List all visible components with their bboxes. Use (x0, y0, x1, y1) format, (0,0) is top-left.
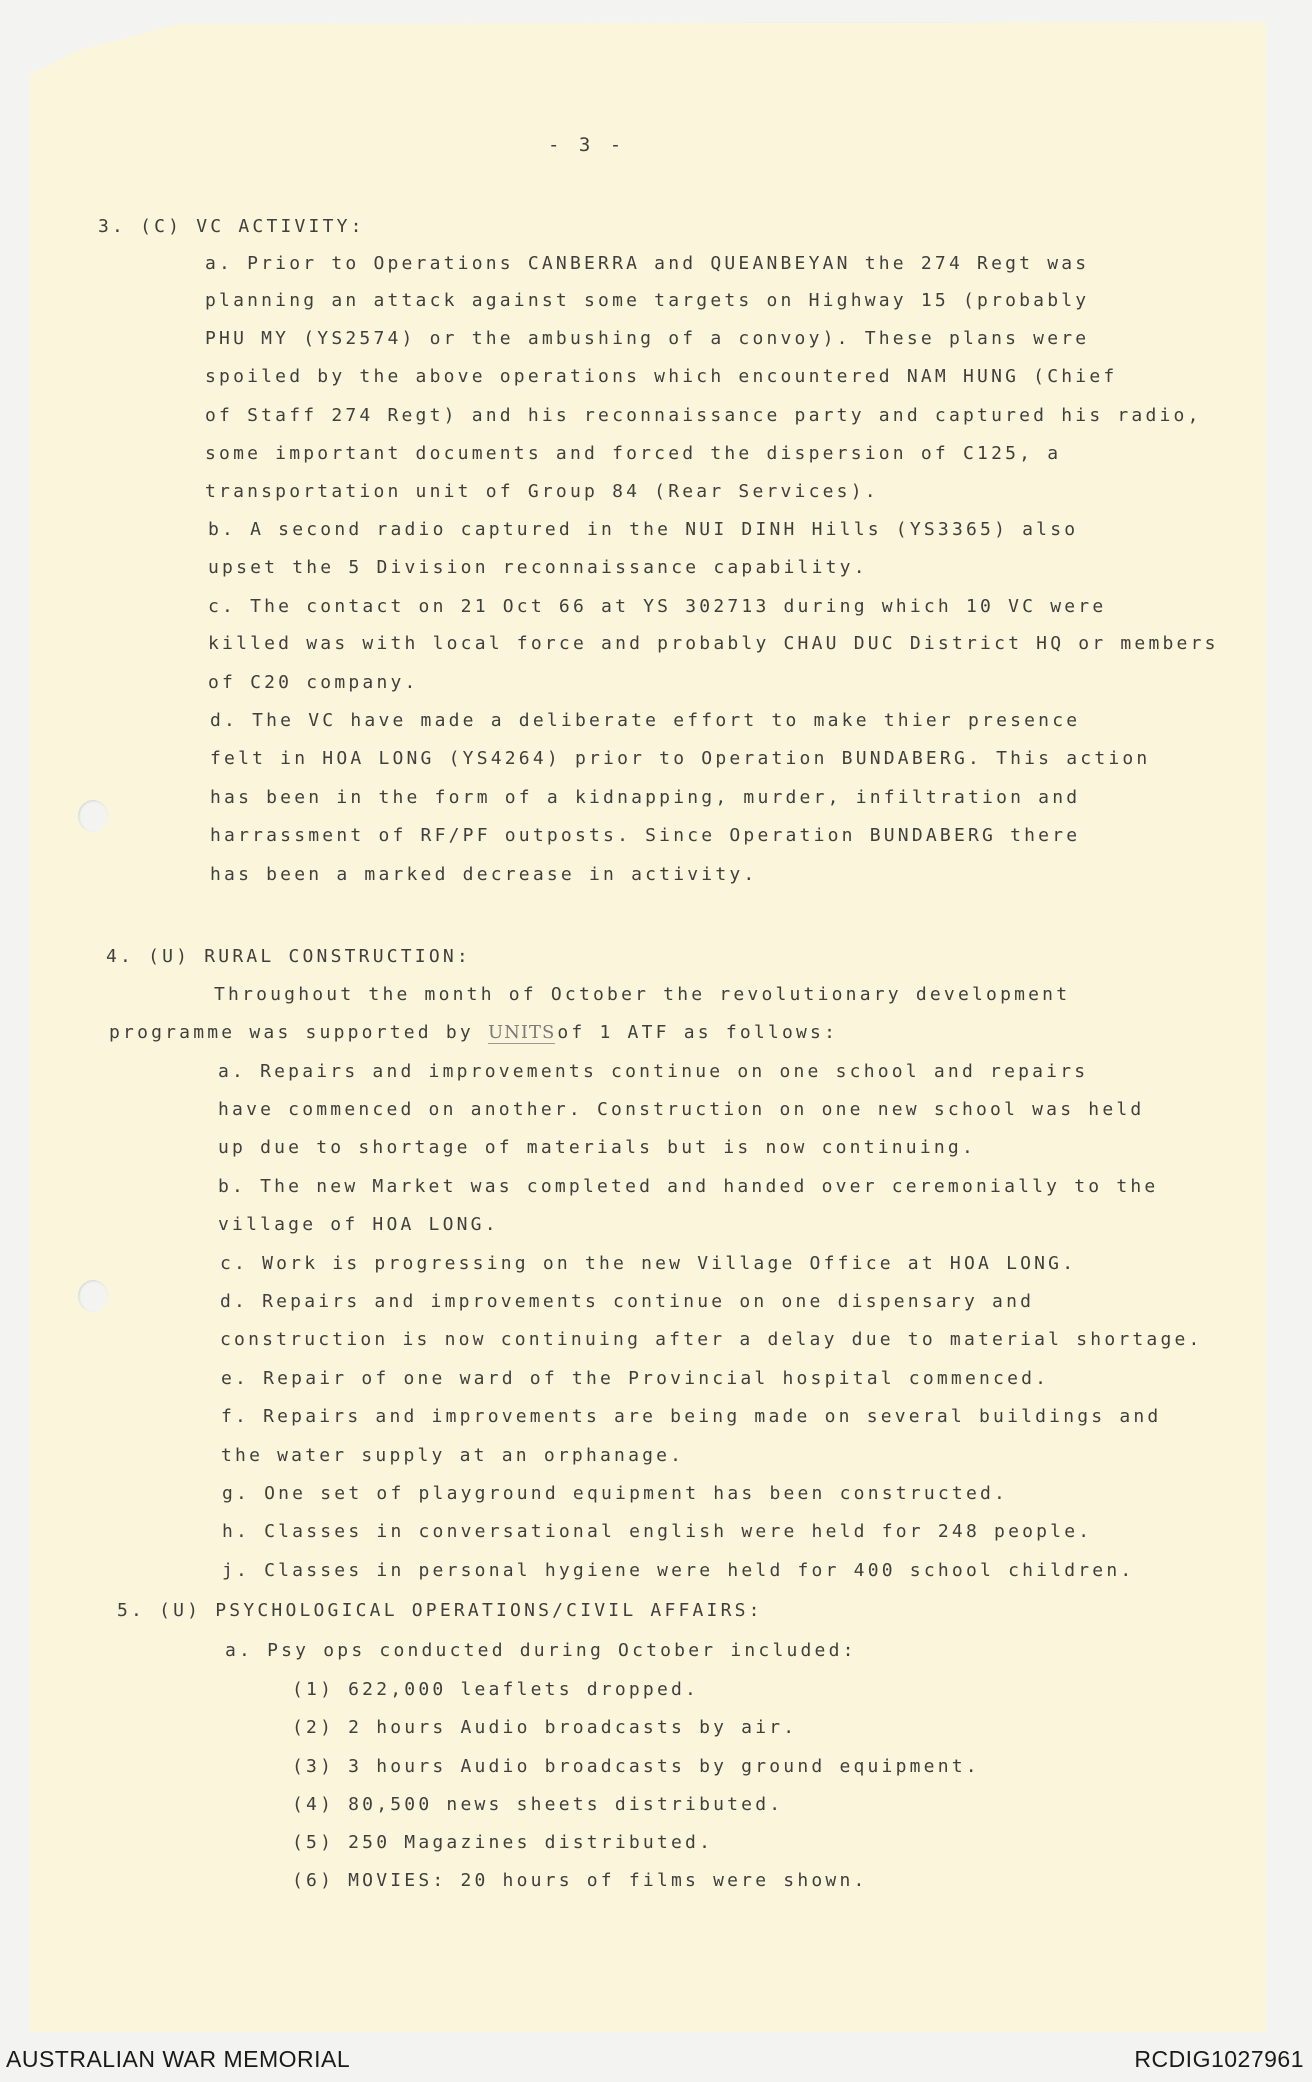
section-3-heading: 3. (C) VC ACTIVITY: (98, 216, 365, 237)
section-3d-line-2: felt in HOA LONG (YS4264) prior to Operation BUNDABERG. This action (210, 748, 1151, 769)
section-4a-line-1: a. Repairs and improvements continue on one school and repairs (218, 1061, 1089, 1082)
psyops-item-5: (5) 250 Magazines distributed. (292, 1832, 714, 1853)
section-4h: h. Classes in conversational english were held for 248 people. (222, 1521, 1093, 1542)
section-4a-line-3: up due to shortage of materials but is now continuing. (218, 1137, 976, 1158)
handwritten-correction: UNITS (488, 1022, 556, 1043)
section-4-intro-line-2 (109, 1022, 838, 1044)
section-4d-line-2: construction is now continuing after a delay due to material shortage. (220, 1329, 1203, 1350)
punch-hole-top (78, 800, 108, 832)
psyops-item-6: (6) MOVIES: 20 hours of films were shown. (292, 1870, 868, 1891)
section-3d-line-5: has been a marked decrease in activity. (210, 864, 758, 885)
intro-text-after-stamp: of 1 ATF as follows: (557, 1022, 839, 1043)
section-4-intro-line-1: Throughout the month of October the revolutionary development (214, 984, 1071, 1005)
footer-record-id: RCDIG1027961 (1134, 2046, 1304, 2072)
section-3a-line-4: spoiled by the above operations which encountered NAM HUNG (Chief (205, 366, 1118, 387)
section-3a-line-5: of Staff 274 Regt) and his reconnaissance party and captured his radio, (205, 405, 1202, 426)
section-4g: g. One set of playground equipment has been constructed. (222, 1483, 1009, 1504)
section-4f-line-2: the water supply at an orphanage. (221, 1445, 685, 1466)
section-3a-line-7: transportation unit of Group 84 (Rear Services). (205, 481, 879, 502)
footer-institution: AUSTRALIAN WAR MEMORIAL (6, 2046, 351, 2072)
section-3c-line-2: killed was with local force and probably CHAU DUC District HQ or members (208, 633, 1219, 654)
section-3c-line-3: of C20 company. (208, 672, 419, 693)
psyops-item-1: (1) 622,000 leaflets dropped. (292, 1679, 700, 1700)
section-3c-line-1: c. The contact on 21 Oct 66 at YS 302713 during which 10 VC were (208, 596, 1107, 617)
section-3b-line-1: b. A second radio captured in the NUI DINH Hills (YS3365) also (208, 519, 1079, 540)
section-5a: a. Psy ops conducted during October included: (225, 1640, 857, 1661)
section-4-heading: 4. (U) RURAL CONSTRUCTION: (106, 946, 471, 967)
section-4d-line-1: d. Repairs and improvements continue on one dispensary and (220, 1291, 1035, 1312)
section-3a-line-3: PHU MY (YS2574) or the ambushing of a convoy). These plans were (205, 328, 1090, 349)
section-5-heading: 5. (U) PSYCHOLOGICAL OPERATIONS/CIVIL AFFAIRS: (117, 1600, 763, 1621)
psyops-item-3: (3) 3 hours Audio broadcasts by ground equipment. (292, 1756, 980, 1777)
section-4e: e. Repair of one ward of the Provincial hospital commenced. (221, 1368, 1050, 1389)
section-4b-line-2: village of HOA LONG. (218, 1214, 499, 1235)
section-4j: j. Classes in personal hygiene were held for 400 school children. (222, 1560, 1135, 1581)
section-3d-line-4: harrassment of RF/PF outposts. Since Operation BUNDABERG there (210, 825, 1081, 846)
section-4f-line-1: f. Repairs and improvements are being made on several buildings and (221, 1406, 1162, 1427)
section-3d-line-1: d. The VC have made a deliberate effort to make thier presence (210, 710, 1081, 731)
psyops-item-2: (2) 2 hours Audio broadcasts by air. (292, 1717, 798, 1738)
psyops-item-4: (4) 80,500 news sheets distributed. (292, 1794, 784, 1815)
section-4a-line-2: have commenced on another. Construction on one new school was held (218, 1099, 1145, 1120)
section-3a-line-2: planning an attack against some targets on Highway 15 (probably (205, 290, 1090, 311)
section-3a-line-1: a. Prior to Operations CANBERRA and QUEANBEYAN the 274 Regt was (205, 253, 1090, 274)
section-3d-line-3: has been in the form of a kidnapping, murder, infiltration and (210, 787, 1081, 808)
section-4c: c. Work is progressing on the new Village Office at HOA LONG. (220, 1253, 1077, 1274)
section-4b-line-1: b. The new Market was completed and handed over ceremonially to the (218, 1176, 1159, 1197)
section-3a-line-6: some important documents and forced the dispersion of C125, a (205, 443, 1062, 464)
section-3b-line-2: upset the 5 Division reconnaissance capability. (208, 557, 868, 578)
intro-text-before-stamp: programme was supported by (109, 1022, 488, 1043)
page-number: - 3 - (548, 134, 626, 156)
punch-hole-bottom (78, 1280, 108, 1312)
